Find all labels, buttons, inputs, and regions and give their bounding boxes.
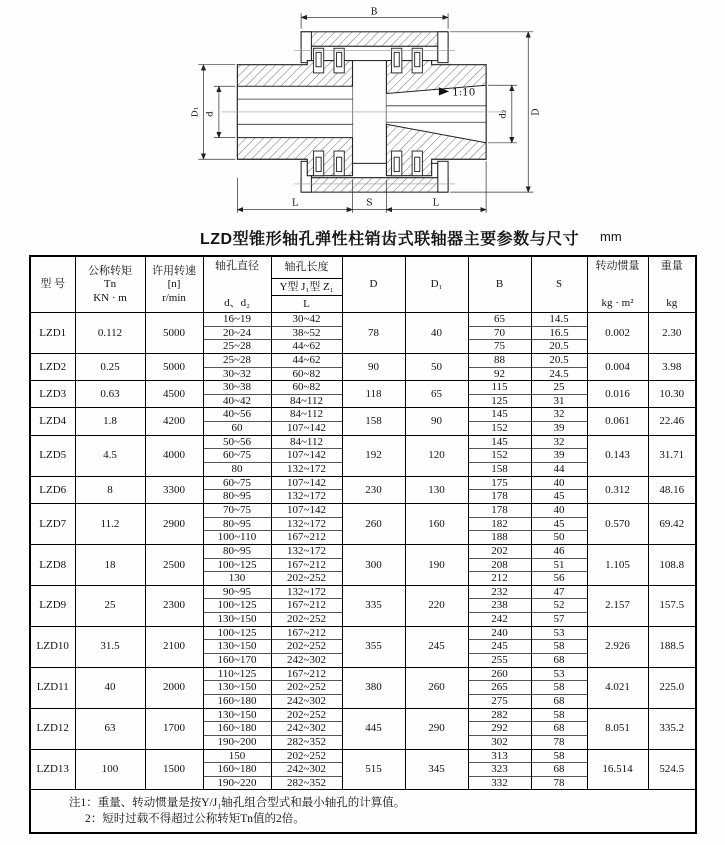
cell-B: 125 <box>468 394 531 408</box>
cell-bore-diameter: 100~125 <box>203 558 271 572</box>
cell-model: LZD8 <box>30 544 75 585</box>
cell-B: 158 <box>468 463 531 477</box>
cell-torque: 0.63 <box>75 381 145 408</box>
header-torque-l3: KN · m <box>93 291 127 304</box>
cell-model: LZD4 <box>30 408 75 435</box>
cell-S: 32 <box>531 408 587 422</box>
table-row <box>30 313 696 327</box>
cell-torque: 25 <box>75 585 145 626</box>
cell-B: 313 <box>468 749 531 763</box>
header-B: B <box>468 256 531 313</box>
cell-inertia: 1.105 <box>587 544 648 585</box>
cell-S: 68 <box>531 654 587 668</box>
cell-S: 58 <box>531 749 587 763</box>
cell-D1: 220 <box>405 585 468 626</box>
cell-bore-length: 30~42 <box>271 313 342 327</box>
cell-speed: 4000 <box>145 435 203 476</box>
cell-bore-length: 107~142 <box>271 503 342 517</box>
cell-bore-length: 202~252 <box>271 681 342 695</box>
cell-torque: 18 <box>75 544 145 585</box>
cell-bore-length: 60~82 <box>271 381 342 395</box>
header-weight-l2: kg <box>666 296 678 309</box>
cell-S: 53 <box>531 626 587 640</box>
cell-B: 245 <box>468 640 531 654</box>
cell-S: 58 <box>531 640 587 654</box>
cell-inertia: 2.157 <box>587 585 648 626</box>
cell-model: LZD7 <box>30 503 75 544</box>
cell-B: 332 <box>468 776 531 790</box>
cell-torque: 11.2 <box>75 503 145 544</box>
cell-speed: 2900 <box>145 503 203 544</box>
cell-B: 145 <box>468 408 531 422</box>
cell-torque: 100 <box>75 749 145 790</box>
cell-D: 300 <box>342 544 405 585</box>
cell-D1: 345 <box>405 749 468 790</box>
cell-B: 92 <box>468 367 531 381</box>
cell-speed: 3300 <box>145 476 203 503</box>
cell-model: LZD9 <box>30 585 75 626</box>
cell-S: 20.5 <box>531 340 587 354</box>
cell-S: 31 <box>531 394 587 408</box>
cell-torque: 4.5 <box>75 435 145 476</box>
cell-bore-diameter: 60~75 <box>203 449 271 463</box>
cell-bore-diameter: 70~75 <box>203 503 271 517</box>
cell-bore-diameter: 80~95 <box>203 544 271 558</box>
header-torque <box>75 256 145 313</box>
cell-bore-length: 167~212 <box>271 667 342 681</box>
table-wrap <box>29 255 697 834</box>
cell-S: 46 <box>531 544 587 558</box>
cell-D: 158 <box>342 408 405 435</box>
table-row <box>30 503 696 517</box>
note-2: 2：短时过载不得超过公称转矩Tn值的2倍。 <box>85 812 305 825</box>
cell-bore-diameter: 16~19 <box>203 313 271 327</box>
header-bore-diameter <box>203 256 271 313</box>
header-speed-l3: r/min <box>162 291 186 304</box>
cell-B: 323 <box>468 763 531 777</box>
cell-inertia: 0.312 <box>587 476 648 503</box>
notes-cell <box>30 790 696 834</box>
cell-torque: 40 <box>75 667 145 708</box>
cell-inertia: 0.004 <box>587 353 648 380</box>
cell-bore-length: 44~62 <box>271 340 342 354</box>
cell-S: 47 <box>531 585 587 599</box>
cell-bore-length: 242~302 <box>271 722 342 736</box>
cell-bore-length: 167~212 <box>271 626 342 640</box>
cell-weight: 335.2 <box>648 708 696 749</box>
cell-B: 212 <box>468 572 531 586</box>
cell-model: LZD1 <box>30 313 75 354</box>
cell-B: 292 <box>468 722 531 736</box>
cell-D: 230 <box>342 476 405 503</box>
cell-bore-length: 132~172 <box>271 490 342 504</box>
cell-speed: 2300 <box>145 585 203 626</box>
cell-inertia: 0.061 <box>587 408 648 435</box>
cell-B: 178 <box>468 490 531 504</box>
cell-inertia: 0.570 <box>587 503 648 544</box>
cell-B: 302 <box>468 735 531 749</box>
table-row <box>30 626 696 640</box>
cell-bore-diameter: 30~38 <box>203 381 271 395</box>
dim-label-D: D <box>530 108 542 116</box>
cell-bore-diameter: 130~150 <box>203 708 271 722</box>
cell-weight: 69.42 <box>648 503 696 544</box>
cell-B: 232 <box>468 585 531 599</box>
header-S: S <box>531 256 587 313</box>
cell-B: 152 <box>468 449 531 463</box>
cell-D: 260 <box>342 503 405 544</box>
cell-speed: 5000 <box>145 313 203 354</box>
table-row <box>30 381 696 395</box>
header-inertia-l1: 转动惯量 <box>595 259 640 272</box>
cell-bore-length: 167~212 <box>271 558 342 572</box>
cell-D1: 260 <box>405 667 468 708</box>
cell-S: 58 <box>531 681 587 695</box>
cell-bore-diameter: 150 <box>203 749 271 763</box>
cell-S: 45 <box>531 517 587 531</box>
cell-S: 40 <box>531 476 587 490</box>
cell-S: 57 <box>531 613 587 627</box>
cell-S: 25 <box>531 381 587 395</box>
dim-label-L-right: L <box>432 197 439 209</box>
cell-model: LZD2 <box>30 353 75 380</box>
cell-model: LZD10 <box>30 626 75 667</box>
cell-S: 58 <box>531 708 587 722</box>
cell-bore-diameter: 160~180 <box>203 722 271 736</box>
cell-S: 16.5 <box>531 326 587 340</box>
cell-D1: 50 <box>405 353 468 380</box>
cell-weight: 225.0 <box>648 667 696 708</box>
cell-S: 68 <box>531 763 587 777</box>
cell-D1: 90 <box>405 408 468 435</box>
cell-bore-length: 132~172 <box>271 517 342 531</box>
cell-bore-length: 282~352 <box>271 735 342 749</box>
cell-model: LZD3 <box>30 381 75 408</box>
cell-bore-diameter: 80 <box>203 463 271 477</box>
cell-bore-length: 107~142 <box>271 422 342 436</box>
cell-S: 78 <box>531 735 587 749</box>
table-row <box>30 585 696 599</box>
cell-D: 335 <box>342 585 405 626</box>
cell-bore-length: 167~212 <box>271 531 342 545</box>
cell-bore-diameter: 30~32 <box>203 367 271 381</box>
cell-inertia: 8.051 <box>587 708 648 749</box>
title-row <box>0 226 725 248</box>
cell-weight: 108.8 <box>648 544 696 585</box>
taper-label: 1:10 <box>452 86 476 99</box>
header-D1: D₁ <box>405 256 468 313</box>
cell-D: 78 <box>342 313 405 354</box>
cell-D: 515 <box>342 749 405 790</box>
cell-model: LZD13 <box>30 749 75 790</box>
cell-weight: 157.5 <box>648 585 696 626</box>
cell-B: 242 <box>468 613 531 627</box>
cell-bore-diameter: 40~56 <box>203 408 271 422</box>
header-bore-dia-l1: 轴孔直径 <box>215 259 259 272</box>
cell-D1: 130 <box>405 476 468 503</box>
cell-S: 45 <box>531 490 587 504</box>
cell-bore-diameter: 80~95 <box>203 490 271 504</box>
cell-bore-diameter: 80~95 <box>203 517 271 531</box>
header-speed-l1: 许用转速 <box>152 264 196 277</box>
cell-bore-diameter: 110~125 <box>203 667 271 681</box>
header-weight-l1: 重量 <box>660 259 683 272</box>
table-row <box>30 353 696 367</box>
header-torque-l1: 公称转矩 <box>88 264 132 277</box>
cell-S: 24.5 <box>531 367 587 381</box>
cell-bore-diameter: 25~28 <box>203 353 271 367</box>
cell-D: 118 <box>342 381 405 408</box>
cell-bore-diameter: 160~180 <box>203 694 271 708</box>
cell-D1: 65 <box>405 381 468 408</box>
cell-B: 238 <box>468 599 531 613</box>
cell-B: 65 <box>468 313 531 327</box>
cell-bore-length: 84~112 <box>271 394 342 408</box>
cell-model: LZD6 <box>30 476 75 503</box>
cell-S: 39 <box>531 449 587 463</box>
dim-label-d: d <box>205 111 216 117</box>
cell-bore-diameter: 60 <box>203 422 271 436</box>
cell-B: 265 <box>468 681 531 695</box>
cell-D: 380 <box>342 667 405 708</box>
cell-B: 202 <box>468 544 531 558</box>
cell-D: 445 <box>342 708 405 749</box>
header-bore-length: 轴孔长度 <box>271 256 342 279</box>
table-notes <box>30 790 696 834</box>
cell-B: 152 <box>468 422 531 436</box>
dim-label-S: S <box>366 197 373 209</box>
cell-bore-length: 132~172 <box>271 585 342 599</box>
cell-bore-length: 242~302 <box>271 654 342 668</box>
dim-label-D1: D₁ <box>190 106 201 118</box>
cell-B: 275 <box>468 694 531 708</box>
cell-bore-diameter: 100~125 <box>203 599 271 613</box>
cell-bore-length: 107~142 <box>271 449 342 463</box>
table-row <box>30 476 696 490</box>
cell-speed: 4200 <box>145 408 203 435</box>
cell-S: 50 <box>531 531 587 545</box>
cell-bore-diameter: 130~150 <box>203 613 271 627</box>
cell-weight: 22.46 <box>648 408 696 435</box>
cell-speed: 2000 <box>145 667 203 708</box>
cell-S: 44 <box>531 463 587 477</box>
cell-S: 20.5 <box>531 353 587 367</box>
cell-S: 32 <box>531 435 587 449</box>
coupling-drawing-svg <box>186 6 556 220</box>
cell-B: 75 <box>468 340 531 354</box>
cell-speed: 2500 <box>145 544 203 585</box>
cell-B: 182 <box>468 517 531 531</box>
cell-bore-diameter: 130~150 <box>203 640 271 654</box>
table-row <box>30 749 696 763</box>
cell-D: 90 <box>342 353 405 380</box>
cell-inertia: 16.514 <box>587 749 648 790</box>
unit-label: mm <box>600 229 622 244</box>
cell-S: 78 <box>531 776 587 790</box>
parameters-table <box>29 255 697 834</box>
cell-bore-diameter: 130~150 <box>203 681 271 695</box>
cell-D: 192 <box>342 435 405 476</box>
cell-torque: 63 <box>75 708 145 749</box>
cell-S: 39 <box>531 422 587 436</box>
table-row <box>30 435 696 449</box>
cell-bore-length: 242~302 <box>271 763 342 777</box>
cell-bore-length: 107~142 <box>271 476 342 490</box>
table-row <box>30 708 696 722</box>
cell-bore-diameter: 60~75 <box>203 476 271 490</box>
cell-speed: 2100 <box>145 626 203 667</box>
dim-label-d2: d₂ <box>498 109 509 119</box>
cell-bore-length: 282~352 <box>271 776 342 790</box>
cell-torque: 8 <box>75 476 145 503</box>
cell-torque: 0.25 <box>75 353 145 380</box>
header-speed <box>145 256 203 313</box>
cell-bore-length: 84~112 <box>271 435 342 449</box>
cell-D1: 120 <box>405 435 468 476</box>
header-speed-l2: [n] <box>167 278 181 291</box>
cell-bore-diameter: 130 <box>203 572 271 586</box>
cell-D1: 40 <box>405 313 468 354</box>
cell-bore-diameter: 90~95 <box>203 585 271 599</box>
cell-D1: 160 <box>405 503 468 544</box>
cell-bore-diameter: 100~125 <box>203 626 271 640</box>
cell-bore-length: 202~252 <box>271 640 342 654</box>
cell-speed: 1500 <box>145 749 203 790</box>
coupling-section-drawing <box>186 6 556 220</box>
cell-bore-diameter: 25~28 <box>203 340 271 354</box>
cell-weight: 48.16 <box>648 476 696 503</box>
cell-B: 240 <box>468 626 531 640</box>
header-bore-length-types: Y型 J₁型 Z₁ <box>271 279 342 296</box>
cell-S: 40 <box>531 503 587 517</box>
cell-bore-diameter: 100~110 <box>203 531 271 545</box>
cell-B: 115 <box>468 381 531 395</box>
cell-torque: 1.8 <box>75 408 145 435</box>
cell-inertia: 0.002 <box>587 313 648 354</box>
cell-bore-diameter: 160~180 <box>203 763 271 777</box>
cell-model: LZD5 <box>30 435 75 476</box>
cell-D: 355 <box>342 626 405 667</box>
cell-S: 56 <box>531 572 587 586</box>
cell-D1: 190 <box>405 544 468 585</box>
cell-S: 68 <box>531 694 587 708</box>
cell-model: LZD12 <box>30 708 75 749</box>
cell-bore-diameter: 20~24 <box>203 326 271 340</box>
cell-B: 208 <box>468 558 531 572</box>
cell-bore-diameter: 160~170 <box>203 654 271 668</box>
cell-B: 145 <box>468 435 531 449</box>
cell-B: 88 <box>468 353 531 367</box>
note-1: 注1：重量、转动惯量是按Y/J₁轴孔组合型式和最小轴孔的计算值。 <box>69 796 406 809</box>
cell-B: 282 <box>468 708 531 722</box>
cell-bore-diameter: 50~56 <box>203 435 271 449</box>
cell-weight: 3.98 <box>648 353 696 380</box>
cell-speed: 1700 <box>145 708 203 749</box>
cell-inertia: 0.016 <box>587 381 648 408</box>
cell-bore-length: 60~82 <box>271 367 342 381</box>
cell-model: LZD11 <box>30 667 75 708</box>
cell-torque: 0.112 <box>75 313 145 354</box>
cell-bore-length: 44~62 <box>271 353 342 367</box>
header-D: D <box>342 256 405 313</box>
cell-S: 68 <box>531 722 587 736</box>
table-row <box>30 544 696 558</box>
cell-bore-length: 202~252 <box>271 613 342 627</box>
page-title: LZD型锥形轴孔弹性柱销齿式联轴器主要参数与尺寸 <box>200 231 580 248</box>
table-row <box>30 667 696 681</box>
cell-bore-length: 202~252 <box>271 708 342 722</box>
table-header <box>30 256 696 313</box>
cell-B: 70 <box>468 326 531 340</box>
cell-speed: 5000 <box>145 353 203 380</box>
cell-bore-diameter: 190~200 <box>203 735 271 749</box>
cell-bore-length: 132~172 <box>271 544 342 558</box>
cell-D1: 245 <box>405 626 468 667</box>
dim-label-B: B <box>370 6 378 18</box>
header-model: 型 号 <box>30 256 75 313</box>
cell-weight: 2.30 <box>648 313 696 354</box>
cell-bore-length: 38~52 <box>271 326 342 340</box>
cell-inertia: 2.926 <box>587 626 648 667</box>
header-bore-dia-l2: d、d₂ <box>224 296 250 309</box>
cell-bore-length: 202~252 <box>271 572 342 586</box>
cell-inertia: 0.143 <box>587 435 648 476</box>
cell-torque: 31.5 <box>75 626 145 667</box>
header-torque-l2: Tn <box>103 278 117 291</box>
cell-S: 53 <box>531 667 587 681</box>
cell-S: 14.5 <box>531 313 587 327</box>
cell-bore-length: 132~172 <box>271 463 342 477</box>
cell-bore-diameter: 190~220 <box>203 776 271 790</box>
cell-B: 175 <box>468 476 531 490</box>
cell-bore-length: 84~112 <box>271 408 342 422</box>
table-row <box>30 408 696 422</box>
table-body <box>30 313 696 790</box>
cell-B: 178 <box>468 503 531 517</box>
dim-label-L-left: L <box>291 197 299 209</box>
cell-weight: 31.71 <box>648 435 696 476</box>
cell-bore-length: 242~302 <box>271 694 342 708</box>
cell-weight: 10.30 <box>648 381 696 408</box>
cell-weight: 188.5 <box>648 626 696 667</box>
cell-S: 52 <box>531 599 587 613</box>
cell-inertia: 4.021 <box>587 667 648 708</box>
cell-B: 260 <box>468 667 531 681</box>
cell-bore-diameter: 40~42 <box>203 394 271 408</box>
cell-D1: 290 <box>405 708 468 749</box>
cell-bore-length: 202~252 <box>271 749 342 763</box>
cell-speed: 4500 <box>145 381 203 408</box>
header-bore-length-symbol: L <box>271 296 342 313</box>
header-inertia-l2: kg · m² <box>601 296 634 309</box>
header-weight <box>648 256 696 313</box>
cell-S: 51 <box>531 558 587 572</box>
header-inertia <box>587 256 648 313</box>
cell-bore-length: 167~212 <box>271 599 342 613</box>
cell-B: 255 <box>468 654 531 668</box>
cell-B: 188 <box>468 531 531 545</box>
cell-weight: 524.5 <box>648 749 696 790</box>
